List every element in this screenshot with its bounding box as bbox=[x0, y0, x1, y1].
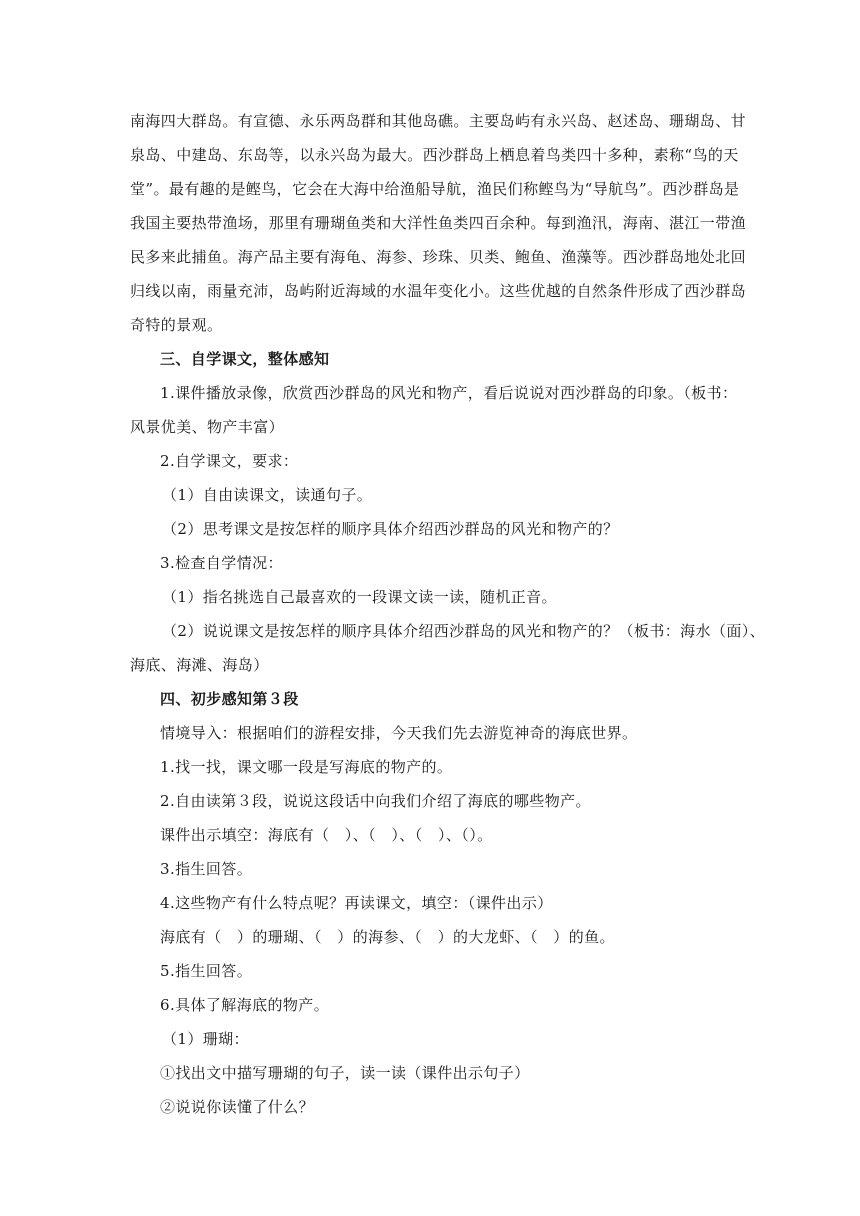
paragraph-line: 泉岛、中建岛、东岛等，以永兴岛为最大。西沙群岛上栖息着鸟类四十多种，素称“鸟的天 bbox=[130, 146, 739, 164]
paragraph-line: 南海四大群岛。有宣德、永乐两岛群和其他岛礁。主要岛屿有永兴岛、赵述岛、珊瑚岛、甘 bbox=[130, 112, 747, 130]
sub-item: （2）说说课文是按怎样的顺序具体介绍西沙群岛的风光和物产的？（板书：海水（面）、 bbox=[162, 622, 766, 640]
paragraph-line: 民多来此捕鱼。海产品主要有海龟、海参、珍珠、贝类、鲍鱼、渔藻等。西沙群岛地处北回 bbox=[130, 248, 747, 266]
list-item: 5.指生回答。 bbox=[160, 962, 253, 980]
paragraph-line: 堂”。最有趣的是鲣鸟，它会在大海中给渔船导航，渔民们称鲣鸟为“导航鸟”。西沙群岛是 bbox=[130, 180, 740, 198]
step-item: ①找出文中描写珊瑚的句子，读一读（课件出示句子） bbox=[160, 1064, 530, 1082]
list-item: 4.这些物产有什么特点呢？再读课文，填空：（课件出示） bbox=[160, 894, 553, 912]
section-heading: 四、初步感知第３段 bbox=[160, 690, 299, 708]
section-3 bbox=[130, 342, 766, 682]
intro-paragraph bbox=[130, 104, 747, 342]
list-item: 3.指生回答。 bbox=[160, 860, 253, 878]
list-item: 2.自由读第３段，说说这段话中向我们介绍了海底的哪些物产。 bbox=[160, 792, 591, 810]
list-item: 1.课件播放录像，欣赏西沙群岛的风光和物产，看后说说对西沙群岛的印象。（板书： bbox=[160, 384, 738, 402]
sub-item: （1）指名挑选自己最喜欢的一段课文读一读，随机正音。 bbox=[162, 588, 557, 606]
section-heading: 三、自学课文，整体感知 bbox=[160, 350, 330, 368]
paragraph-line: 归线以南，雨量充沛，岛屿附近海域的水温年变化小。这些优越的自然条件形成了西沙群岛 bbox=[130, 282, 747, 300]
sub-item: （1）珊瑚： bbox=[162, 1030, 249, 1048]
sub-item-continuation: 海底、海滩、海岛） bbox=[130, 656, 269, 674]
paragraph-line: 我国主要热带渔场，那里有珊瑚鱼类和大洋性鱼类四百余种。每到渔汛，海南、湛江一带渔 bbox=[130, 214, 747, 232]
fill-in-blank: 课件出示填空：海底有（ ）、（ ）、（ ）、（）。 bbox=[160, 826, 493, 844]
paragraph-line: 情境导入：根据咱们的游程安排，今天我们先去游览神奇的海底世界。 bbox=[160, 724, 638, 742]
step-item: ②说说你读懂了什么？ bbox=[160, 1098, 315, 1116]
sub-item: （1）自由读课文，读通句子。 bbox=[162, 486, 373, 504]
list-item: 2.自学课文，要求： bbox=[160, 452, 299, 470]
sub-item: （2）思考课文是按怎样的顺序具体介绍西沙群岛的风光和物产的？ bbox=[162, 520, 619, 538]
document-body bbox=[130, 104, 766, 1124]
list-item-continuation: 风景优美、物产丰富） bbox=[130, 418, 285, 436]
list-item: 1.找一找，课文哪一段是写海底的物产的。 bbox=[160, 758, 453, 776]
paragraph-line: 奇特的景观。 bbox=[130, 316, 223, 334]
list-item: 3.检查自学情况： bbox=[160, 554, 283, 572]
list-item: 6.具体了解海底的物产。 bbox=[160, 996, 330, 1014]
fill-in-blank: 海底有（ ）的珊瑚、（ ）的海参、（ ）的大龙虾、（ ）的鱼。 bbox=[160, 928, 615, 946]
section-4 bbox=[130, 682, 730, 1124]
